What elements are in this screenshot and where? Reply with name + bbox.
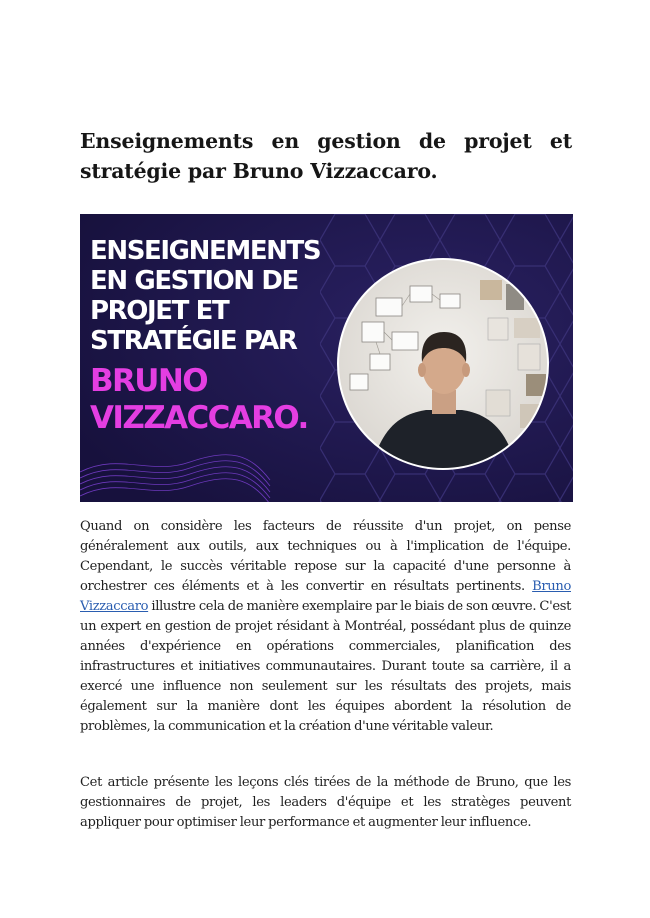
hero-line: EN GESTION DE xyxy=(90,266,298,296)
hero-line: PROJET ET xyxy=(90,296,229,326)
hero-name-line: BRUNO xyxy=(90,363,207,399)
paragraph: Cet article présente les leçons clés tirées de la méthode de Bruno, que les gestionnaires de projet, les leaders d'équipe et les stratèges peuvent appliquer pour optimiser leur performance et augmenter leur influence. xyxy=(80,775,571,830)
paragraph xyxy=(80,517,571,737)
author-link[interactable]: Bruno Vizzaccaro xyxy=(80,579,571,614)
hero-name-line: VIZZACCARO. xyxy=(90,400,308,436)
hero-line: ENSEIGNEMENTS xyxy=(90,236,321,266)
paragraph-text: Quand on considère les facteurs de réussite d'un projet, on pense généralement aux outils, aux techniques ou à l'implication de l'équipe. Cependant, le succès véritable repose sur la capacité d'une personne à orchestrer ces éléments et à les convertir en résultats pertinents. xyxy=(80,519,571,594)
article-title: Enseignements en gestion de projet et stratégie par Bruno Vizzaccaro. xyxy=(80,129,572,183)
hero-image xyxy=(80,214,573,502)
hero-line: STRATÉGIE PAR xyxy=(90,326,297,356)
hero-headline xyxy=(90,236,320,437)
paragraph-text: illustre cela de manière exemplaire par le biais de son œuvre. C'est un expert en gestion de projet résidant à Montréal, possédant plus de quinze années d'expérience en opérations commerciales, planification des infrastructures et initiatives communautaires. Durant toute sa carrière, il a exercé une influence non seulement sur les résultats des projets, mais également sur la manière dont les équipes abordent la résolution de problèmes, la communication et la création d'une véritable valeur. xyxy=(80,599,571,734)
